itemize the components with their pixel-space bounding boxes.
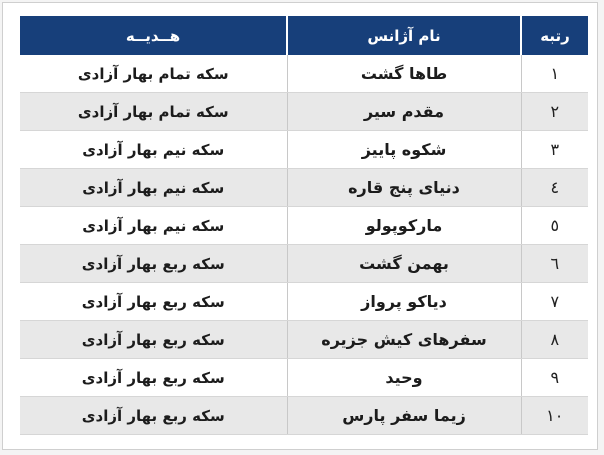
table-row xyxy=(20,131,588,169)
agency-name-cell: مارکوپولو xyxy=(287,207,521,245)
table-row xyxy=(20,55,588,93)
agency-name-cell: طاها گشت xyxy=(287,55,521,93)
rank-cell: ۸ xyxy=(521,321,588,359)
rank-cell: ۱۰ xyxy=(521,397,588,435)
table-row xyxy=(20,397,588,435)
gift-cell: سکه تمام بهار آزادی xyxy=(20,55,287,93)
agency-name-cell: شکوه پاییز xyxy=(287,131,521,169)
rank-column-header: رتبه xyxy=(521,16,588,55)
agency-name-cell: وحید xyxy=(287,359,521,397)
rank-cell: ٦ xyxy=(521,245,588,283)
table-row xyxy=(20,169,588,207)
table-row xyxy=(20,283,588,321)
rank-cell: ۳ xyxy=(521,131,588,169)
gift-cell: سکه نیم بهار آزادی xyxy=(20,131,287,169)
gift-cell: سکه ربع بهار آزادی xyxy=(20,283,287,321)
rank-cell: ۱ xyxy=(521,55,588,93)
rank-cell: ۲ xyxy=(521,93,588,131)
gift-cell: سکه ربع بهار آزادی xyxy=(20,321,287,359)
table-row xyxy=(20,359,588,397)
gift-column-header: هــدیــه xyxy=(20,16,287,55)
table-row xyxy=(20,207,588,245)
ranking-table xyxy=(20,16,588,435)
rank-cell: ۹ xyxy=(521,359,588,397)
rank-cell: ٥ xyxy=(521,207,588,245)
agency-name-cell: مقدم سیر xyxy=(287,93,521,131)
gift-cell: سکه ربع بهار آزادی xyxy=(20,245,287,283)
gift-cell: سکه نیم بهار آزادی xyxy=(20,207,287,245)
document-frame xyxy=(2,2,598,450)
rank-cell: ۷ xyxy=(521,283,588,321)
table-row xyxy=(20,321,588,359)
agency-name-cell: دنیای پنج قاره xyxy=(287,169,521,207)
rank-cell: ٤ xyxy=(521,169,588,207)
gift-cell: سکه ربع بهار آزادی xyxy=(20,397,287,435)
gift-cell: سکه ربع بهار آزادی xyxy=(20,359,287,397)
gift-cell: سکه تمام بهار آزادی xyxy=(20,93,287,131)
agency-column-header: نام آژانس xyxy=(287,16,521,55)
agency-name-cell: سفرهای کیش جزیره xyxy=(287,321,521,359)
table-row xyxy=(20,93,588,131)
agency-name-cell: زیما سفر پارس xyxy=(287,397,521,435)
gift-cell: سکه نیم بهار آزادی xyxy=(20,169,287,207)
agency-name-cell: بهمن گشت xyxy=(287,245,521,283)
agency-name-cell: دیاکو پرواز xyxy=(287,283,521,321)
table-header-row xyxy=(20,16,588,55)
table-row xyxy=(20,245,588,283)
